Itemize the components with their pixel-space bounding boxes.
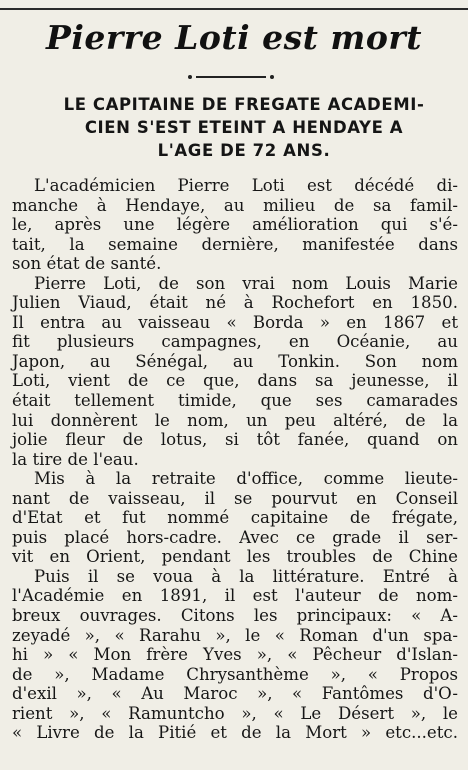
top-rule bbox=[0, 8, 468, 10]
body-line: « Livre de la Pitié et de la Mort » etc...etc. bbox=[12, 723, 458, 743]
body-line: fit plusieurs campagnes, en Océanie, au bbox=[12, 332, 458, 352]
body-line: le, après une légère amélioration qui s'é- bbox=[12, 215, 458, 235]
body-line: Puis il se voua à la littérature. Entré à bbox=[34, 566, 458, 586]
body-line: nant de vaisseau, il se pourvut en Conseil bbox=[12, 488, 458, 508]
body-line: d'Etat et fut nommé capitaine de frégate, bbox=[12, 508, 458, 528]
body-line: rient », « Ramuntcho », « Le Désert », le bbox=[12, 703, 458, 723]
body-line: tait, la semaine dernière, manifestée dans bbox=[12, 234, 458, 254]
body-line: Loti, vient de ce que, dans sa jeunesse, il bbox=[12, 371, 458, 391]
body-line: breux ouvrages. Citons les principaux: « A- bbox=[12, 606, 458, 626]
article-body bbox=[12, 176, 458, 743]
body-line: L'académicien Pierre Loti est décédé di- bbox=[34, 176, 458, 195]
body-line: jolie fleur de lotus, si tôt fanée, quand on bbox=[12, 430, 458, 450]
body-line: Mis à la retraite d'office, comme lieute- bbox=[34, 469, 458, 489]
article-subheading bbox=[34, 93, 454, 162]
ornament-dot bbox=[270, 75, 274, 79]
body-line: d'exil », « Au Maroc », « Fantômes d'O- bbox=[12, 684, 458, 704]
body-line: zeyadé », « Rarahu », le « Roman d'un spa- bbox=[12, 625, 458, 645]
body-line: son état de santé. bbox=[12, 254, 162, 274]
subheading-line: CIEN S'EST ETEINT A HENDAYE A bbox=[84, 118, 404, 137]
body-line: vit en Orient, pendant les troubles de Chine bbox=[12, 547, 458, 567]
body-line: était tellement timide, que ses camarades bbox=[12, 391, 458, 411]
ornament-line bbox=[196, 76, 266, 78]
body-line: Pierre Loti, de son vrai nom Louis Marie bbox=[34, 273, 458, 293]
title-ornament bbox=[196, 72, 266, 82]
body-line: manche à Hendaye, au milieu de sa famil- bbox=[12, 195, 458, 215]
body-line: lui donnèrent le nom, un peu altéré, de la bbox=[12, 410, 458, 430]
subheading-line: LE CAPITAINE DE FREGATE ACADEMI- bbox=[63, 95, 425, 114]
body-line: Il entra au vaisseau « Borda » en 1867 et bbox=[12, 312, 458, 332]
body-line: la tire de l'eau. bbox=[12, 449, 139, 469]
body-line: l'Académie en 1891, il est l'auteur de nom- bbox=[12, 586, 458, 606]
ornament-dot bbox=[188, 75, 192, 79]
body-line: hi » « Mon frère Yves », « Pêcheur d'Islan- bbox=[12, 645, 458, 665]
body-line: Julien Viaud, était né à Rochefort en 1850. bbox=[12, 293, 458, 313]
body-line: puis placé hors-cadre. Avec ce grade il ser- bbox=[12, 527, 458, 547]
body-line: Japon, au Sénégal, au Tonkin. Son nom bbox=[12, 351, 458, 371]
body-line: de », Madame Chrysanthème », « Propos bbox=[12, 664, 458, 684]
subheading-line: L'AGE DE 72 ANS. bbox=[157, 141, 331, 160]
article-title: Pierre Loti est mort bbox=[46, 18, 422, 57]
